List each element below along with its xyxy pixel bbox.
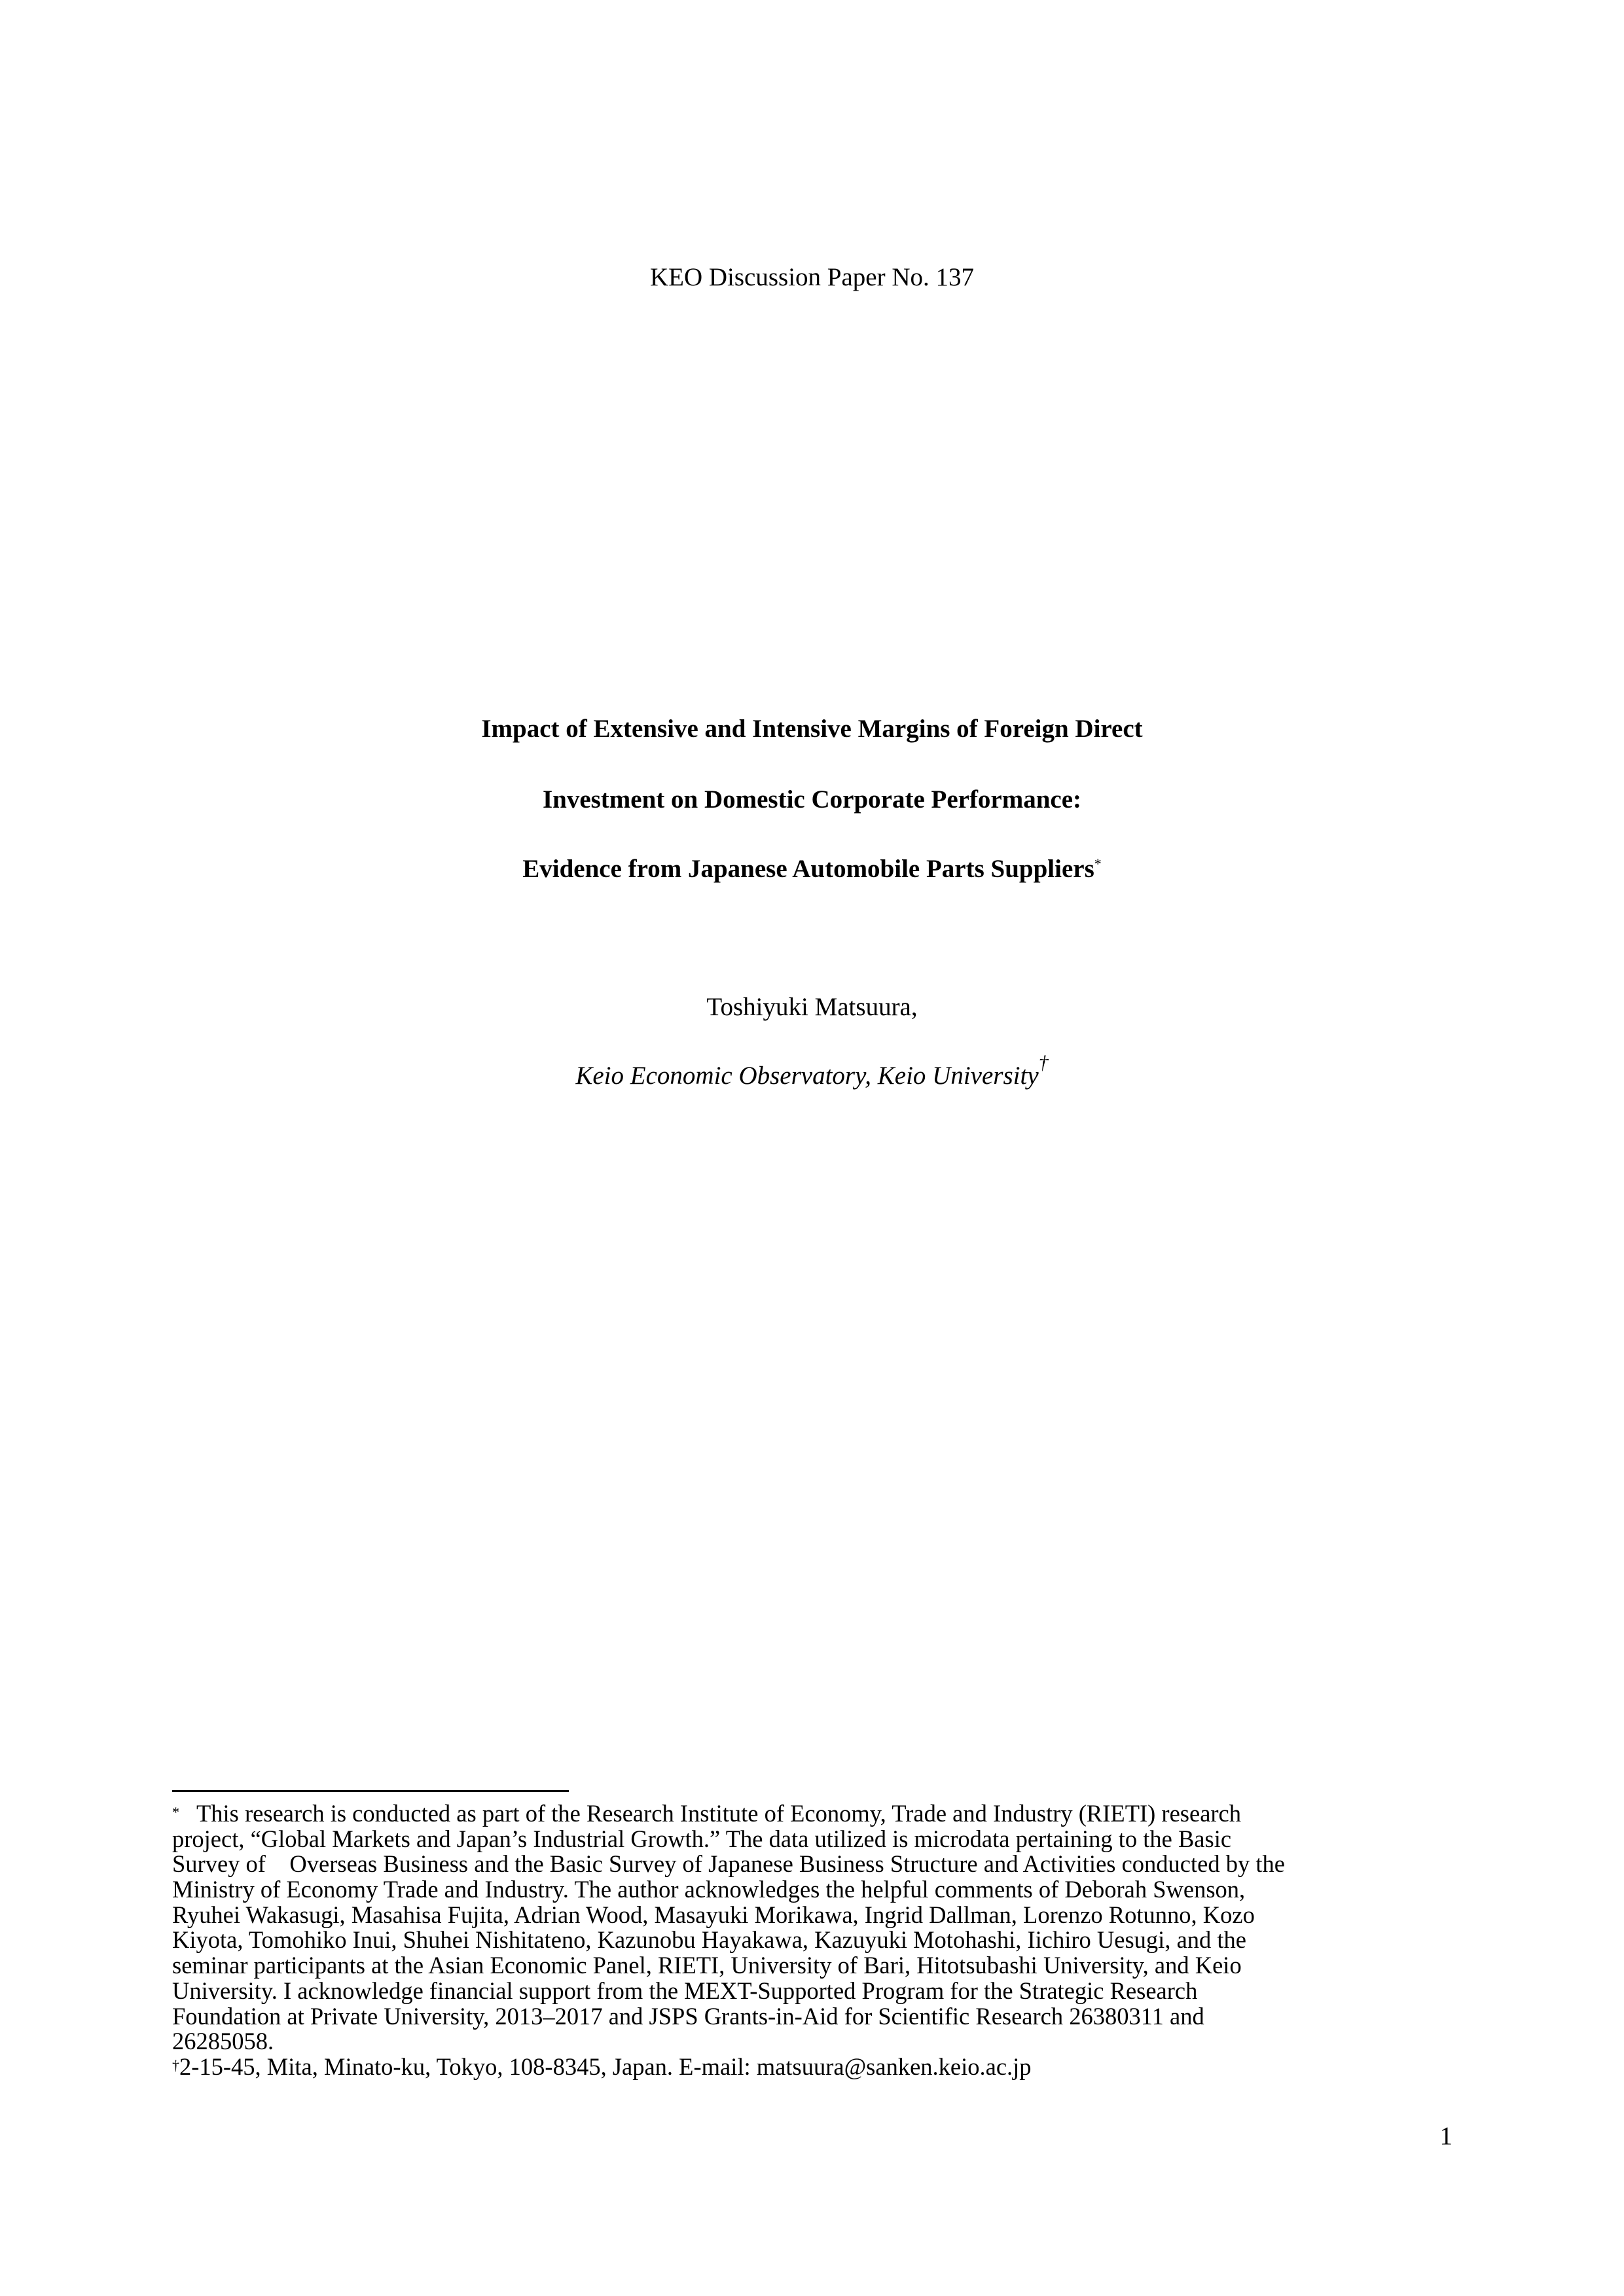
footnote-line (172, 2054, 1422, 2080)
author-affiliation (0, 1052, 1624, 1093)
footnote-line: Ministry of Economy Trade and Industry. The author acknowledges the helpful comments of Deborah Swenson, (172, 1876, 1246, 1903)
page-number: 1 (1439, 2122, 1453, 2150)
title-footnote-mark: * (1094, 855, 1102, 872)
footnote-line: Survey of Overseas Business and the Basic Survey of Japanese Business Structure and Activities conducted by the (172, 1850, 1285, 1878)
author-name: Toshiyuki Matsuura, (706, 993, 918, 1021)
footnote-line: 26285058. (172, 2028, 274, 2055)
footnote-symbol: † (172, 2056, 179, 2073)
footnote-line: Ryuhei Wakasugi, Masahisa Fujita, Adrian Wood, Masayuki Morikawa, Ingrid Dallman, Lorenzo Rotunno, Kozo (172, 1901, 1255, 1928)
footnote-line (172, 1801, 1422, 1827)
footnote-line: project, “Global Markets and Japan’s Industrial Growth.” The data utilized is microdata pertaining to the Basic (172, 1825, 1232, 1852)
footnotes (172, 1801, 1422, 2080)
footnote-symbol: * (172, 1804, 179, 1820)
affiliation-footnote-mark: † (1038, 1052, 1049, 1073)
footnote-text: 2-15-45, Mita, Minato-ku, Tokyo, 108-8345, Japan. E-mail: matsuura@sanken.keio.ac.jp (179, 2053, 1032, 2080)
footnote-line: Kiyota, Tomohiko Inui, Shuhei Nishitateno, Kazunobu Hayakawa, Kazuyuki Motohashi, Iichiro Uesugi, and the (172, 1926, 1246, 1954)
footnote-line: Foundation at Private University, 2013–2017 and JSPS Grants-in-Aid for Scientific Research 26380311 and (172, 2002, 1204, 2030)
footnote-line: University. I acknowledge financial support from the MEXT-Supported Program for the Strategic Research (172, 1977, 1198, 2004)
footnote-separator (172, 1790, 569, 1792)
affiliation-text: Keio Economic Observatory, Keio University (575, 1062, 1039, 1090)
paper-title-line-2: Investment on Domestic Corporate Performance: (542, 785, 1082, 814)
paper-title-line-1: Impact of Extensive and Intensive Margins of Foreign Direct (481, 715, 1143, 743)
paper-title-line-3 (0, 852, 1624, 886)
paper-title-line-3-text: Evidence from Japanese Automobile Parts Suppliers (522, 855, 1094, 883)
footnote-text: This research is conducted as part of the Research Institute of Economy, Trade and Industry (RIETI) research (196, 1800, 1242, 1827)
series-label: KEO Discussion Paper No. 137 (649, 263, 975, 291)
footnote-line: seminar participants at the Asian Economic Panel, RIETI, University of Bari, Hitotsubashi University, and Keio (172, 1952, 1242, 1979)
